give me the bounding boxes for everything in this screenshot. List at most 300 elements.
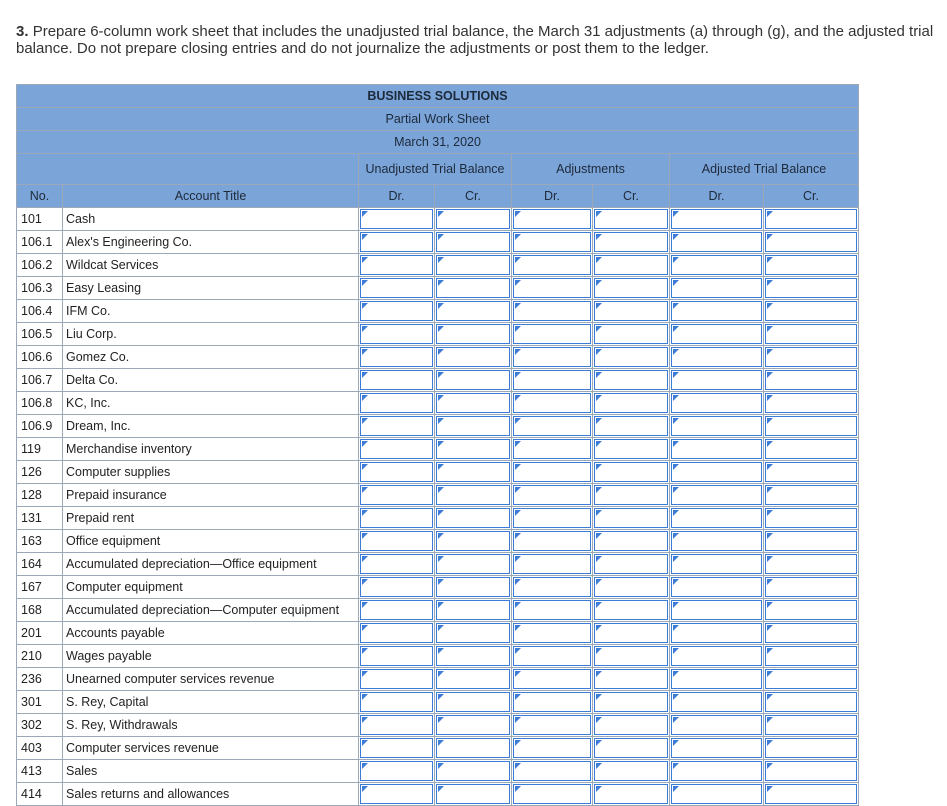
adjustments-cr-input[interactable] — [594, 232, 668, 252]
adjustments-cr-input[interactable] — [594, 324, 668, 344]
input-marker-icon — [438, 487, 444, 493]
adjusted-dr-input[interactable] — [671, 508, 762, 528]
work-sheet-table — [16, 84, 859, 806]
input-marker-icon — [767, 487, 773, 493]
adjustments-dr-input[interactable] — [513, 255, 591, 275]
unadjusted-dr-input[interactable] — [360, 761, 433, 781]
adjustments-dr-input[interactable] — [513, 485, 591, 505]
unadjusted-dr-header: Dr. — [359, 185, 435, 208]
adjustments-cr-input[interactable] — [594, 715, 668, 735]
adjusted-dr-input[interactable] — [671, 393, 762, 413]
unadjusted-dr-input[interactable] — [360, 416, 433, 436]
unadjusted-dr-cell — [359, 208, 435, 231]
account-title: Delta Co. — [63, 369, 359, 392]
input-marker-icon — [438, 763, 444, 769]
adjustments-dr-cell — [512, 208, 593, 231]
adjusted-cr-input[interactable] — [765, 669, 857, 689]
unadjusted-dr-cell — [359, 530, 435, 553]
unadjusted-dr-input[interactable] — [360, 278, 433, 298]
input-marker-icon — [673, 786, 679, 792]
unadjusted-cr-input[interactable] — [436, 209, 510, 229]
unadjusted-cr-input[interactable] — [436, 255, 510, 275]
adjustments-cr-input[interactable] — [594, 393, 668, 413]
adjustments-dr-cell — [512, 277, 593, 300]
adjustments-cr-input[interactable] — [594, 209, 668, 229]
adjustments-dr-cell — [512, 507, 593, 530]
adjustments-dr-input[interactable] — [513, 577, 591, 597]
unadjusted-cr-input[interactable] — [436, 784, 510, 804]
unadjusted-dr-input[interactable] — [360, 370, 433, 390]
input-marker-icon — [767, 234, 773, 240]
adjustments-dr-header: Dr. — [512, 185, 593, 208]
input-marker-icon — [362, 602, 368, 608]
adjustments-cr-input[interactable] — [594, 416, 668, 436]
adjusted-cr-input[interactable] — [765, 508, 857, 528]
input-marker-icon — [362, 280, 368, 286]
unadjusted-dr-cell — [359, 254, 435, 277]
unadjusted-cr-input[interactable] — [436, 370, 510, 390]
input-marker-icon — [438, 441, 444, 447]
unadjusted-dr-input[interactable] — [360, 508, 433, 528]
input-marker-icon — [438, 395, 444, 401]
unadjusted-cr-header: Cr. — [435, 185, 512, 208]
unadjusted-cr-input[interactable] — [436, 692, 510, 712]
adjusted-cr-input[interactable] — [765, 761, 857, 781]
input-marker-icon — [673, 303, 679, 309]
unadjusted-dr-cell — [359, 691, 435, 714]
adjustments-cr-input[interactable] — [594, 531, 668, 551]
unadjusted-cr-cell — [435, 737, 512, 760]
input-marker-icon — [515, 648, 521, 654]
unadjusted-dr-cell — [359, 346, 435, 369]
input-marker-icon — [767, 395, 773, 401]
unadjusted-cr-input[interactable] — [436, 554, 510, 574]
account-title: Accounts payable — [63, 622, 359, 645]
adjusted-dr-input[interactable] — [671, 531, 762, 551]
adjustments-dr-input[interactable] — [513, 554, 591, 574]
adjustments-cr-input[interactable] — [594, 577, 668, 597]
unadjusted-cr-input[interactable] — [436, 232, 510, 252]
adjusted-dr-input[interactable] — [671, 646, 762, 666]
table-row — [17, 346, 859, 369]
adjustments-cr-input[interactable] — [594, 669, 668, 689]
input-marker-icon — [596, 740, 602, 746]
input-marker-icon — [515, 694, 521, 700]
adjusted-cr-input[interactable] — [765, 439, 857, 459]
adjustments-dr-input[interactable] — [513, 370, 591, 390]
adjusted-dr-input[interactable] — [671, 761, 762, 781]
adjusted-dr-input[interactable] — [671, 301, 762, 321]
adjusted-cr-cell — [764, 691, 859, 714]
unadjusted-dr-cell — [359, 668, 435, 691]
account-title: S. Rey, Capital — [63, 691, 359, 714]
adjustments-dr-input[interactable] — [513, 462, 591, 482]
table-row — [17, 369, 859, 392]
unadjusted-dr-input[interactable] — [360, 393, 433, 413]
input-marker-icon — [515, 671, 521, 677]
input-marker-icon — [515, 418, 521, 424]
adjustments-cr-cell — [593, 346, 670, 369]
account-title: Unearned computer services revenue — [63, 668, 359, 691]
adjustments-dr-input[interactable] — [513, 209, 591, 229]
unadjusted-dr-cell — [359, 507, 435, 530]
adjusted-dr-input[interactable] — [671, 715, 762, 735]
input-marker-icon — [767, 671, 773, 677]
unadjusted-dr-input[interactable] — [360, 347, 433, 367]
input-marker-icon — [767, 326, 773, 332]
input-marker-icon — [767, 257, 773, 263]
adjusted-dr-cell — [670, 438, 764, 461]
adjusted-cr-input[interactable] — [765, 554, 857, 574]
adjusted-dr-input[interactable] — [671, 554, 762, 574]
adjustments-cr-cell — [593, 484, 670, 507]
adjusted-dr-input[interactable] — [671, 738, 762, 758]
adjusted-dr-cell — [670, 392, 764, 415]
unadjusted-dr-input[interactable] — [360, 554, 433, 574]
adjustments-dr-input[interactable] — [513, 324, 591, 344]
unadjusted-dr-input[interactable] — [360, 485, 433, 505]
unadjusted-cr-cell — [435, 576, 512, 599]
input-marker-icon — [767, 740, 773, 746]
adjusted-dr-cell — [670, 530, 764, 553]
unadjusted-cr-input[interactable] — [436, 646, 510, 666]
adjusted-cr-input[interactable] — [765, 738, 857, 758]
unadjusted-dr-input[interactable] — [360, 255, 433, 275]
input-marker-icon — [515, 211, 521, 217]
input-marker-icon — [362, 579, 368, 585]
account-title: Computer supplies — [63, 461, 359, 484]
input-marker-icon — [673, 487, 679, 493]
adjusted-cr-input[interactable] — [765, 324, 857, 344]
unadjusted-cr-cell — [435, 622, 512, 645]
adjustments-dr-cell — [512, 737, 593, 760]
unadjusted-dr-input[interactable] — [360, 623, 433, 643]
unadjusted-dr-input[interactable] — [360, 324, 433, 344]
adjustments-cr-cell — [593, 254, 670, 277]
unadjusted-cr-input[interactable] — [436, 324, 510, 344]
adjustments-dr-cell — [512, 415, 593, 438]
adjustments-cr-cell — [593, 507, 670, 530]
input-marker-icon — [767, 763, 773, 769]
input-marker-icon — [438, 464, 444, 470]
input-marker-icon — [767, 579, 773, 585]
account-title: Prepaid insurance — [63, 484, 359, 507]
adjusted-cr-cell — [764, 392, 859, 415]
adjusted-dr-input[interactable] — [671, 485, 762, 505]
unadjusted-dr-input[interactable] — [360, 462, 433, 482]
table-row — [17, 622, 859, 645]
input-marker-icon — [362, 510, 368, 516]
adjustments-dr-input[interactable] — [513, 531, 591, 551]
unadjusted-cr-cell — [435, 760, 512, 783]
adjustments-cr-input[interactable] — [594, 462, 668, 482]
adjustments-dr-input[interactable] — [513, 692, 591, 712]
adjustments-cr-input[interactable] — [594, 278, 668, 298]
adjusted-dr-input[interactable] — [671, 416, 762, 436]
adjusted-group-header: Adjusted Trial Balance — [670, 154, 859, 185]
unadjusted-cr-input[interactable] — [436, 715, 510, 735]
unadjusted-cr-input[interactable] — [436, 439, 510, 459]
adjustments-dr-input[interactable] — [513, 738, 591, 758]
adjustments-cr-input[interactable] — [594, 439, 668, 459]
account-title: KC, Inc. — [63, 392, 359, 415]
unadjusted-dr-input[interactable] — [360, 715, 433, 735]
adjustments-cr-input[interactable] — [594, 255, 668, 275]
adjustments-cr-cell — [593, 645, 670, 668]
unadjusted-cr-input[interactable] — [436, 577, 510, 597]
input-marker-icon — [673, 257, 679, 263]
input-marker-icon — [362, 464, 368, 470]
table-row — [17, 760, 859, 783]
adjusted-dr-header: Dr. — [670, 185, 764, 208]
adjusted-cr-input[interactable] — [765, 416, 857, 436]
unadjusted-dr-cell — [359, 576, 435, 599]
adjusted-dr-input[interactable] — [671, 784, 762, 804]
adjusted-cr-input[interactable] — [765, 301, 857, 321]
table-row — [17, 300, 859, 323]
adjustments-cr-cell — [593, 208, 670, 231]
adjustments-cr-input[interactable] — [594, 485, 668, 505]
adjustments-dr-input[interactable] — [513, 278, 591, 298]
adjusted-dr-input[interactable] — [671, 255, 762, 275]
adjusted-cr-input[interactable] — [765, 347, 857, 367]
adjustments-cr-cell — [593, 300, 670, 323]
input-marker-icon — [438, 418, 444, 424]
adjusted-cr-input[interactable] — [765, 692, 857, 712]
adjusted-dr-input[interactable] — [671, 623, 762, 643]
unadjusted-dr-input[interactable] — [360, 738, 433, 758]
account-number: 106.5 — [17, 323, 63, 346]
adjusted-dr-input[interactable] — [671, 577, 762, 597]
adjustments-dr-input[interactable] — [513, 232, 591, 252]
adjusted-cr-input[interactable] — [765, 646, 857, 666]
adjusted-cr-input[interactable] — [765, 209, 857, 229]
unadjusted-cr-input[interactable] — [436, 669, 510, 689]
adjustments-cr-input[interactable] — [594, 646, 668, 666]
adjustments-cr-cell — [593, 714, 670, 737]
input-marker-icon — [596, 280, 602, 286]
adjusted-dr-cell — [670, 300, 764, 323]
input-marker-icon — [362, 395, 368, 401]
account-number: 167 — [17, 576, 63, 599]
header-spacer — [17, 154, 359, 185]
adjustments-dr-input[interactable] — [513, 301, 591, 321]
unadjusted-cr-input[interactable] — [436, 738, 510, 758]
adjusted-dr-input[interactable] — [671, 669, 762, 689]
adjustments-dr-input[interactable] — [513, 669, 591, 689]
unadjusted-dr-input[interactable] — [360, 600, 433, 620]
unadjusted-dr-input[interactable] — [360, 209, 433, 229]
adjusted-cr-input[interactable] — [765, 531, 857, 551]
input-marker-icon — [438, 280, 444, 286]
adjustments-cr-input[interactable] — [594, 370, 668, 390]
input-marker-icon — [362, 487, 368, 493]
unadjusted-cr-input[interactable] — [436, 485, 510, 505]
input-marker-icon — [673, 418, 679, 424]
adjustments-cr-input[interactable] — [594, 347, 668, 367]
adjustments-dr-input[interactable] — [513, 761, 591, 781]
unadjusted-dr-input[interactable] — [360, 301, 433, 321]
adjustments-cr-input[interactable] — [594, 692, 668, 712]
input-marker-icon — [438, 602, 444, 608]
input-marker-icon — [438, 579, 444, 585]
adjusted-cr-input[interactable] — [765, 255, 857, 275]
input-marker-icon — [767, 602, 773, 608]
unadjusted-dr-input[interactable] — [360, 439, 433, 459]
adjusted-dr-input[interactable] — [671, 209, 762, 229]
unadjusted-group-header: Unadjusted Trial Balance — [359, 154, 512, 185]
input-marker-icon — [596, 349, 602, 355]
unadjusted-dr-input[interactable] — [360, 784, 433, 804]
input-marker-icon — [767, 280, 773, 286]
unadjusted-dr-input[interactable] — [360, 531, 433, 551]
adjustments-dr-cell — [512, 300, 593, 323]
adjusted-cr-cell — [764, 300, 859, 323]
adjusted-cr-input[interactable] — [765, 623, 857, 643]
unadjusted-cr-input[interactable] — [436, 761, 510, 781]
unadjusted-dr-cell — [359, 622, 435, 645]
adjustments-dr-input[interactable] — [513, 439, 591, 459]
adjustments-dr-input[interactable] — [513, 600, 591, 620]
adjustments-cr-cell — [593, 622, 670, 645]
adjusted-cr-cell — [764, 438, 859, 461]
account-title: S. Rey, Withdrawals — [63, 714, 359, 737]
unadjusted-cr-input[interactable] — [436, 278, 510, 298]
adjustments-dr-input[interactable] — [513, 623, 591, 643]
adjusted-cr-input[interactable] — [765, 462, 857, 482]
adjustments-dr-input[interactable] — [513, 715, 591, 735]
adjusted-dr-input[interactable] — [671, 278, 762, 298]
unadjusted-cr-input[interactable] — [436, 393, 510, 413]
adjustments-cr-input[interactable] — [594, 761, 668, 781]
account-title: IFM Co. — [63, 300, 359, 323]
adjustments-dr-input[interactable] — [513, 646, 591, 666]
input-marker-icon — [438, 625, 444, 631]
adjusted-cr-input[interactable] — [765, 232, 857, 252]
input-marker-icon — [362, 441, 368, 447]
unadjusted-dr-input[interactable] — [360, 646, 433, 666]
adjusted-dr-input[interactable] — [671, 370, 762, 390]
adjusted-dr-input[interactable] — [671, 324, 762, 344]
adjustments-cr-input[interactable] — [594, 784, 668, 804]
adjusted-dr-input[interactable] — [671, 600, 762, 620]
unadjusted-dr-input[interactable] — [360, 669, 433, 689]
account-title: Cash — [63, 208, 359, 231]
instructions — [16, 23, 946, 57]
adjustments-dr-cell — [512, 553, 593, 576]
unadjusted-cr-input[interactable] — [436, 416, 510, 436]
input-marker-icon — [673, 211, 679, 217]
adjusted-cr-input[interactable] — [765, 600, 857, 620]
input-marker-icon — [362, 234, 368, 240]
unadjusted-cr-input[interactable] — [436, 347, 510, 367]
company-name: BUSINESS SOLUTIONS — [17, 85, 859, 108]
table-row — [17, 576, 859, 599]
account-number: 106.2 — [17, 254, 63, 277]
adjustments-dr-input[interactable] — [513, 508, 591, 528]
adjusted-cr-input[interactable] — [765, 784, 857, 804]
account-number: 106.4 — [17, 300, 63, 323]
adjustments-cr-input[interactable] — [594, 600, 668, 620]
adjusted-dr-input[interactable] — [671, 232, 762, 252]
adjustments-dr-cell — [512, 369, 593, 392]
adjusted-cr-input[interactable] — [765, 715, 857, 735]
unadjusted-dr-input[interactable] — [360, 692, 433, 712]
input-marker-icon — [438, 211, 444, 217]
adjusted-cr-cell — [764, 415, 859, 438]
adjusted-dr-input[interactable] — [671, 692, 762, 712]
adjustments-cr-input[interactable] — [594, 623, 668, 643]
adjusted-dr-input[interactable] — [671, 439, 762, 459]
adjusted-dr-input[interactable] — [671, 347, 762, 367]
adjusted-cr-cell — [764, 714, 859, 737]
adjustments-dr-input[interactable] — [513, 347, 591, 367]
account-number: 301 — [17, 691, 63, 714]
table-row — [17, 484, 859, 507]
adjusted-cr-input[interactable] — [765, 278, 857, 298]
input-marker-icon — [362, 717, 368, 723]
adjustments-cr-input[interactable] — [594, 554, 668, 574]
input-marker-icon — [438, 786, 444, 792]
input-marker-icon — [767, 786, 773, 792]
adjustments-dr-input[interactable] — [513, 416, 591, 436]
adjusted-cr-cell — [764, 461, 859, 484]
input-marker-icon — [438, 648, 444, 654]
adjusted-cr-input[interactable] — [765, 577, 857, 597]
unadjusted-dr-input[interactable] — [360, 232, 433, 252]
unadjusted-cr-cell — [435, 438, 512, 461]
unadjusted-dr-cell — [359, 392, 435, 415]
adjustments-cr-cell — [593, 599, 670, 622]
unadjusted-cr-cell — [435, 783, 512, 806]
input-marker-icon — [596, 533, 602, 539]
input-marker-icon — [362, 786, 368, 792]
account-number: 106.9 — [17, 415, 63, 438]
account-title: Accumulated depreciation—Computer equipment — [63, 599, 359, 622]
adjustments-cr-input[interactable] — [594, 301, 668, 321]
adjusted-dr-input[interactable] — [671, 462, 762, 482]
input-marker-icon — [596, 326, 602, 332]
input-marker-icon — [362, 326, 368, 332]
adjustments-dr-input[interactable] — [513, 784, 591, 804]
unadjusted-dr-input[interactable] — [360, 577, 433, 597]
unadjusted-cr-input[interactable] — [436, 600, 510, 620]
adjustments-dr-input[interactable] — [513, 393, 591, 413]
unadjusted-cr-input[interactable] — [436, 301, 510, 321]
adjusted-cr-cell — [764, 668, 859, 691]
unadjusted-dr-cell — [359, 231, 435, 254]
unadjusted-cr-input[interactable] — [436, 462, 510, 482]
unadjusted-cr-input[interactable] — [436, 623, 510, 643]
adjustments-cr-input[interactable] — [594, 738, 668, 758]
input-marker-icon — [673, 763, 679, 769]
adjustments-cr-input[interactable] — [594, 508, 668, 528]
unadjusted-dr-cell — [359, 484, 435, 507]
adjusted-cr-input[interactable] — [765, 393, 857, 413]
table-row — [17, 737, 859, 760]
table-row — [17, 461, 859, 484]
adjusted-cr-input[interactable] — [765, 370, 857, 390]
input-marker-icon — [515, 556, 521, 562]
table-row — [17, 668, 859, 691]
input-marker-icon — [515, 349, 521, 355]
adjustments-cr-cell — [593, 760, 670, 783]
unadjusted-cr-input[interactable] — [436, 508, 510, 528]
adjusted-cr-header: Cr. — [764, 185, 859, 208]
adjusted-cr-input[interactable] — [765, 485, 857, 505]
unadjusted-cr-input[interactable] — [436, 531, 510, 551]
adjusted-cr-cell — [764, 737, 859, 760]
